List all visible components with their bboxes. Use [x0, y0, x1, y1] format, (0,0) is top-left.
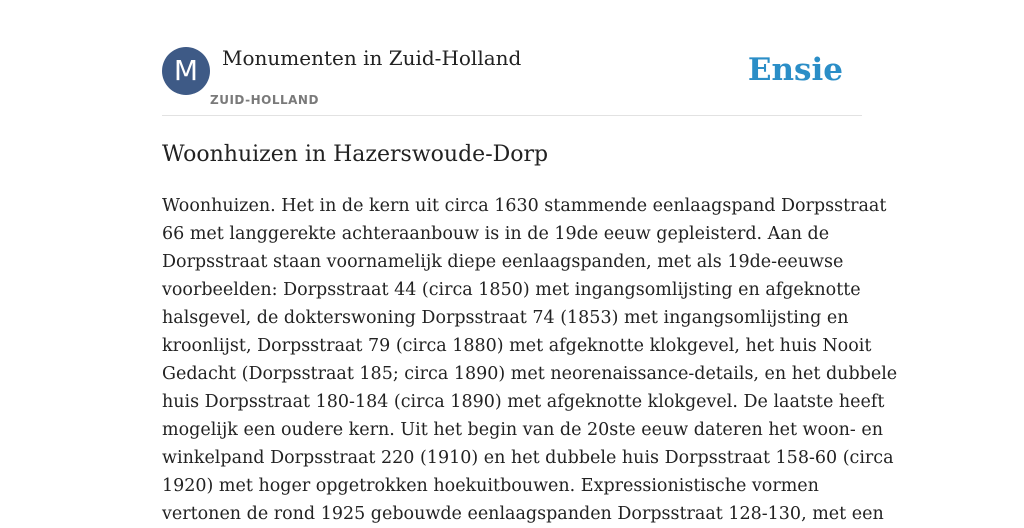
article-body	[162, 192, 898, 528]
article-line: 1920) met hoger opgetrokken hoekuitbouwen. Expressionistische vormen	[162, 476, 819, 496]
source-avatar[interactable]: M	[162, 47, 210, 95]
article-line: Dorpsstraat staan voornamelijk diepe eenlaagspanden, met als 19de-eeuwse	[162, 252, 844, 272]
ensie-logo[interactable]: Ensie	[747, 52, 843, 88]
source-header	[162, 46, 862, 116]
article-line: halsgevel, de dokterswoning Dorpsstraat 74 (1853) met ingangsomlijsting en	[162, 308, 849, 328]
article-line: voorbeelden: Dorpsstraat 44 (circa 1850) met ingangsomlijsting en afgeknotte	[162, 280, 861, 300]
article-line: Woonhuizen. Het in de kern uit circa 1630 stammende eenlaagspand Dorpsstraat	[162, 196, 887, 216]
article-line: kroonlijst, Dorpsstraat 79 (circa 1880) met afgeknotte klokgevel, het huis Nooit	[162, 336, 872, 356]
article-line: mogelijk een oudere kern. Uit het begin van de 20ste eeuw dateren het woon- en	[162, 420, 883, 440]
article-line: vertonen de rond 1925 gebouwde eenlaagspanden Dorpsstraat 128-130, met een	[162, 504, 884, 524]
article-line: 66 met langgerekte achteraanbouw is in de 19de eeuw gepleisterd. Aan de	[162, 224, 830, 244]
header-divider	[162, 115, 862, 116]
article-line: huis Dorpsstraat 180-184 (circa 1890) met afgeknotte klokgevel. De laatste heeft	[162, 392, 885, 412]
source-title-link[interactable]: Monumenten in Zuid-Holland	[222, 46, 522, 70]
source-category-link[interactable]: ZUID-HOLLAND	[210, 93, 319, 107]
article-title: Woonhuizen in Hazerswoude-Dorp	[162, 142, 549, 167]
article-line: Gedacht (Dorpsstraat 185; circa 1890) met neorenaissance-details, en het dubbele	[162, 364, 898, 384]
article-line: winkelpand Dorpsstraat 220 (1910) en het dubbele huis Dorpsstraat 158-60 (circa	[162, 448, 894, 468]
